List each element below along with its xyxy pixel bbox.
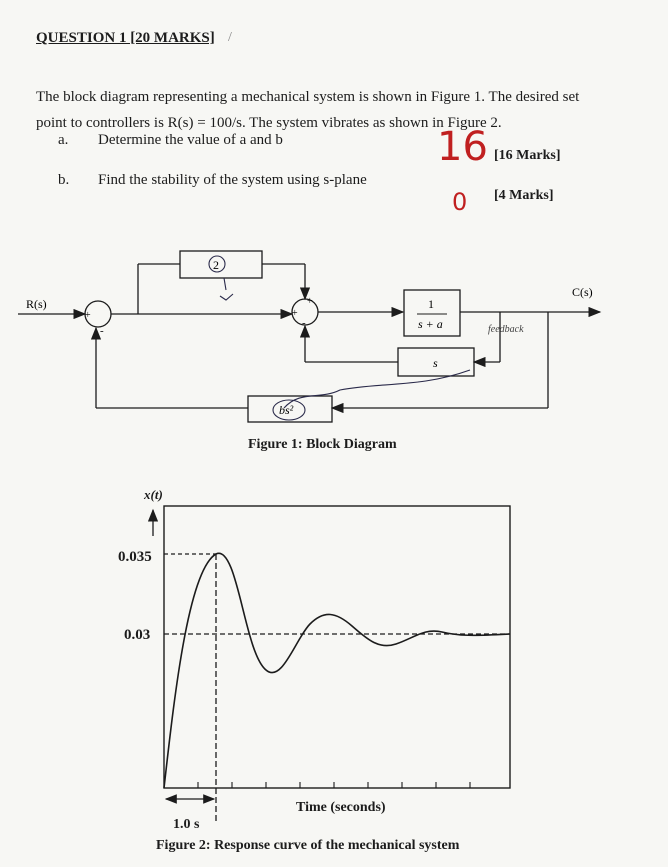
block-diagram [0,240,668,440]
question-b-marks: [4 Marks] [494,188,554,203]
feedforward-block [180,251,262,278]
sum2-left-plus: + [292,308,298,319]
question-a-marks: [16 Marks] [494,148,561,163]
figure2-x-annotation: 1.0 s [173,817,200,832]
question-title: QUESTION 1 [20 MARKS] [36,30,215,46]
sum2-top-plus: + [307,296,313,307]
intro-paragraph [36,84,636,136]
outer-feedback-label: bs² [279,403,294,417]
intro-line-2: point to controllers is R(s) = 100/s. The system vibrates as shown in Figure 2. [36,115,502,131]
question-b-letter: b. [58,172,70,188]
intro-line-1: The block diagram representing a mechanical system is shown in Figure 1. The desired set [36,89,580,105]
stray-mark: / [228,30,232,45]
y-tick-003: 0.03 [124,627,151,643]
output-label: C(s) [572,285,593,299]
sum2-minus: - [302,317,306,329]
question-a-text: Determine the value of a and b [98,132,283,148]
plant-numerator: 1 [428,297,434,311]
figure1-caption: Figure 1: Block Diagram [248,437,397,452]
y-tick-0035: 0.035 [118,549,152,565]
question-b-text: Find the stability of the system using s-plane [98,172,367,188]
sum1-plus-sign: + [85,310,91,321]
plant-denominator: s + a [418,317,443,331]
feedforward-gain: 2 [213,258,219,272]
question-a-letter: a. [58,132,69,148]
figure2-ylabel: x(t) [144,487,163,502]
response-plot [140,500,520,830]
sum1-minus-sign: - [100,325,104,337]
handwritten-score-b: 0 [452,188,468,216]
figure2-xlabel: Time (seconds) [296,800,386,815]
figure2-caption: Figure 2: Response curve of the mechanical system [156,838,460,853]
handwritten-feedback-note: feedback [488,324,524,335]
inner-feedback-label: s [433,356,438,370]
handwritten-score-a: 16 [437,124,488,170]
input-label: R(s) [26,297,47,311]
